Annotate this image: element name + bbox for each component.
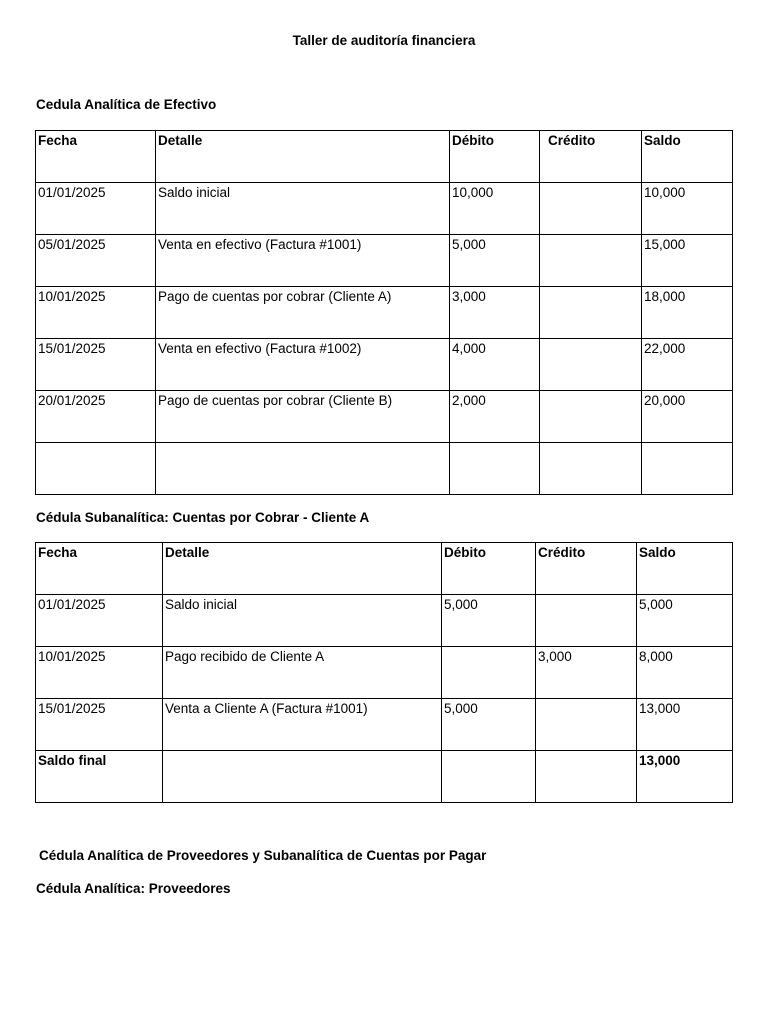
cell-fecha: 05/01/2025: [36, 235, 156, 287]
cell-credito: [536, 595, 637, 647]
cell-detalle: Saldo inicial: [163, 595, 442, 647]
cell-credito: [540, 443, 642, 495]
cell-detalle: [163, 751, 442, 803]
header-credito: Crédito: [536, 543, 637, 595]
cell-detalle: [156, 443, 450, 495]
table-row: [36, 595, 733, 647]
cell-saldo: 13,000: [637, 699, 733, 751]
cell-debito: [442, 647, 536, 699]
cell-detalle: Venta en efectivo (Factura #1002): [156, 339, 450, 391]
cell-detalle: Venta a Cliente A (Factura #1001): [163, 699, 442, 751]
cell-credito: 3,000: [536, 647, 637, 699]
header-saldo: Saldo: [637, 543, 733, 595]
cell-saldo: [642, 443, 733, 495]
cell-fecha: 15/01/2025: [36, 339, 156, 391]
table-row: [36, 183, 733, 235]
cell-debito: 4,000: [450, 339, 540, 391]
cell-debito: 5,000: [450, 235, 540, 287]
cell-detalle: Saldo inicial: [156, 183, 450, 235]
table-row: [36, 391, 733, 443]
cell-debito: [442, 751, 536, 803]
cell-saldo: 10,000: [642, 183, 733, 235]
cell-saldo: 20,000: [642, 391, 733, 443]
cell-saldo: 15,000: [642, 235, 733, 287]
cell-debito: 10,000: [450, 183, 540, 235]
cell-debito: [450, 443, 540, 495]
receivables-schedule-heading: Cédula Subanalítica: Cuentas por Cobrar - Cliente A: [36, 510, 370, 525]
cell-fecha: 01/01/2025: [36, 183, 156, 235]
cell-fecha: 10/01/2025: [36, 647, 163, 699]
header-fecha: Fecha: [36, 543, 163, 595]
table-row: [36, 699, 733, 751]
final-balance-label: Saldo final: [36, 751, 163, 803]
cell-credito: [540, 235, 642, 287]
header-debito: Débito: [442, 543, 536, 595]
suppliers-schedule-heading: Cédula Analítica: Proveedores: [36, 881, 231, 896]
table-total-row: [36, 751, 733, 803]
cell-detalle: Pago de cuentas por cobrar (Cliente B): [156, 391, 450, 443]
cell-debito: 3,000: [450, 287, 540, 339]
header-credito: Crédito: [540, 131, 642, 183]
table-row: [36, 235, 733, 287]
cell-debito: 5,000: [442, 699, 536, 751]
cell-fecha: 15/01/2025: [36, 699, 163, 751]
header-saldo: Saldo: [642, 131, 733, 183]
table-header-row: [36, 543, 733, 595]
table-row: [36, 647, 733, 699]
cell-credito: [536, 699, 637, 751]
cell-debito: 2,000: [450, 391, 540, 443]
cell-debito: 5,000: [442, 595, 536, 647]
cell-saldo: 8,000: [637, 647, 733, 699]
cell-detalle: Pago recibido de Cliente A: [163, 647, 442, 699]
table-row-empty: [36, 443, 733, 495]
table-row: [36, 287, 733, 339]
header-debito: Débito: [450, 131, 540, 183]
cell-credito: [536, 751, 637, 803]
final-balance-value: 13,000: [637, 751, 733, 803]
cell-saldo: 22,000: [642, 339, 733, 391]
cell-credito: [540, 339, 642, 391]
cell-fecha: 20/01/2025: [36, 391, 156, 443]
cell-credito: [540, 183, 642, 235]
table-row: [36, 339, 733, 391]
suppliers-payables-heading: Cédula Analítica de Proveedores y Subanalítica de Cuentas por Pagar: [39, 848, 487, 863]
document-title: Taller de auditoría financiera: [292, 33, 476, 48]
cell-credito: [540, 287, 642, 339]
header-detalle: Detalle: [163, 543, 442, 595]
header-detalle: Detalle: [156, 131, 450, 183]
table-header-row: [36, 131, 733, 183]
cell-credito: [540, 391, 642, 443]
receivables-schedule-table: [35, 542, 733, 803]
cell-fecha: 01/01/2025: [36, 595, 163, 647]
cell-fecha: 10/01/2025: [36, 287, 156, 339]
cell-detalle: Venta en efectivo (Factura #1001): [156, 235, 450, 287]
cell-saldo: 18,000: [642, 287, 733, 339]
header-fecha: Fecha: [36, 131, 156, 183]
cash-schedule-table: [35, 130, 733, 495]
cell-detalle: Pago de cuentas por cobrar (Cliente A): [156, 287, 450, 339]
cell-saldo: 5,000: [637, 595, 733, 647]
cash-schedule-heading: Cedula Analítica de Efectivo: [36, 97, 217, 112]
cell-fecha: [36, 443, 156, 495]
